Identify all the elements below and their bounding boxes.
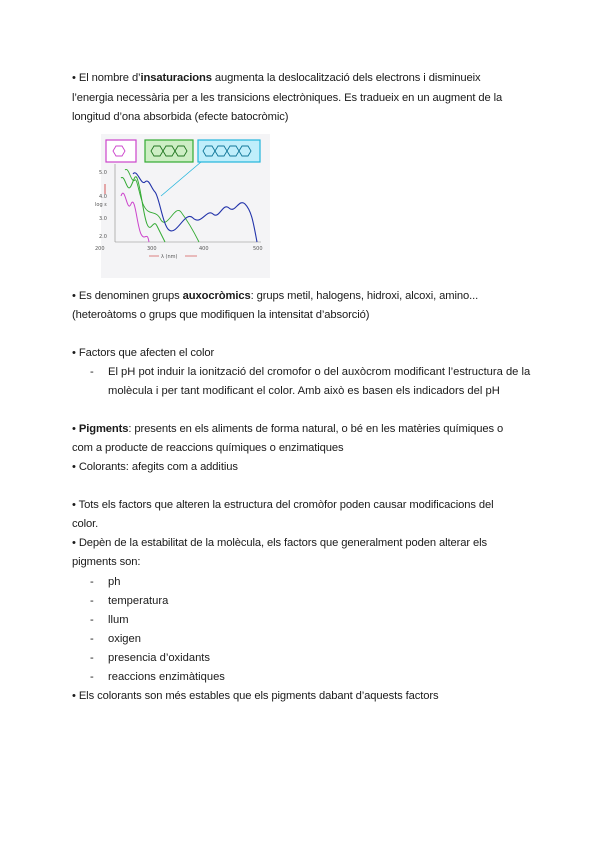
x-tick-label: 500 [253, 246, 263, 252]
paragraph-factors-alteren-line1: • Tots els factors que alteren la estructura del cromòfor poden causar modificacions del [72, 499, 494, 511]
text-fragment: Factors que afecten el color [78, 347, 215, 359]
paragraph-insaturacions-line1 [72, 68, 481, 88]
y-axis-label: log ε [95, 202, 107, 208]
paragraph-pigments-line1 [72, 419, 503, 439]
bullet: • [72, 423, 76, 435]
bold-term-insaturacions: insaturacions [140, 72, 212, 84]
list-item-ph: ph [108, 576, 121, 588]
paragraph-factors-heading [72, 343, 214, 363]
list-item-oxigen: oxigen [108, 633, 141, 645]
x-tick-label: 300 [147, 246, 157, 252]
uv-absorption-spectra-figure [95, 134, 270, 278]
paragraph-auxocromics-line2: (heteroàtoms o grups que modifiquen la intensitat d’absorció) [72, 309, 370, 321]
list-dash: - [90, 614, 94, 626]
paragraph-colorants-estables: • Els colorants son més estables que els pigments dabant d’aquests factors [72, 690, 439, 702]
list-item-reaccions: reaccions enzimàtiques [108, 671, 225, 683]
text-fragment: augmenta la deslocalització dels electrons i disminueix [211, 72, 481, 84]
x-axis-label: λ (nm) [161, 254, 178, 260]
list-item-oxidants: presencia d’oxidants [108, 652, 210, 664]
paragraph-estabilitat-line2: pigments son: [72, 556, 141, 568]
spectra-svg [95, 134, 270, 278]
text-fragment: : presents en els aliments de forma natural, o bé en les matèries químiques o [128, 423, 504, 435]
text-fragment: : grups metil, halogens, hidroxi, alcoxi, amino... [250, 290, 479, 302]
bullet: • [72, 290, 76, 302]
bullet: • [72, 347, 76, 359]
paragraph-insaturacions-line2: l’energia necessària per a les transicions electròniques. Es tradueix en un augment de la [72, 92, 503, 104]
bold-term-pigments: Pigments [78, 423, 129, 435]
bullet: • [72, 72, 76, 84]
paragraph-auxocromics-line1 [72, 286, 478, 306]
list-dash: - [90, 652, 94, 664]
x-tick-label: 200 [95, 246, 105, 252]
paragraph-pigments-line2: com a producte de reaccions químiques o enzimatiques [72, 442, 344, 454]
anthracene-spectrum-curve [125, 169, 199, 242]
list-dash: - [90, 671, 94, 683]
list-dash: - [90, 633, 94, 645]
y-tick-label: 4.0 [99, 194, 107, 200]
paragraph-insaturacions-line3: longitud d’ona absorbida (efecte batocròmic) [72, 111, 289, 123]
bold-term-auxocromics: auxocròmics [182, 290, 251, 302]
list-dash: - [90, 366, 94, 378]
tetracene-spectrum-curve [133, 173, 257, 242]
y-tick-label: 5.0 [99, 170, 107, 176]
text-fragment: El nombre d’ [78, 72, 141, 84]
factor-ph-line2: molècula i per tant modificant el color. Amb això es basen els indicadors del pH [108, 385, 500, 397]
pointer-line [161, 162, 201, 196]
paragraph-estabilitat-line1: • Depèn de la estabilitat de la molècula, els factors que generalment poden alterar els [72, 537, 488, 549]
paragraph-colorants: • Colorants: afegits com a additius [72, 461, 238, 473]
y-tick-label: 3.0 [99, 216, 107, 222]
naphthalene-spectrum-curve [121, 177, 165, 242]
y-tick-label: 2.0 [99, 234, 107, 240]
list-dash: - [90, 576, 94, 588]
list-item-temperatura: temperatura [108, 595, 169, 607]
list-dash: - [90, 595, 94, 607]
list-item-llum: llum [108, 614, 129, 626]
paragraph-factors-alteren-line2: color. [72, 518, 99, 530]
x-tick-label: 400 [199, 246, 209, 252]
text-fragment: Es denominen grups [78, 290, 183, 302]
benzene-structure-box [106, 140, 136, 162]
factor-ph-line1: El pH pot induir la ionització del cromofor o del auxòcrom modificant l’estructura de la [108, 366, 531, 378]
naphthalene-structure-box [145, 140, 193, 162]
